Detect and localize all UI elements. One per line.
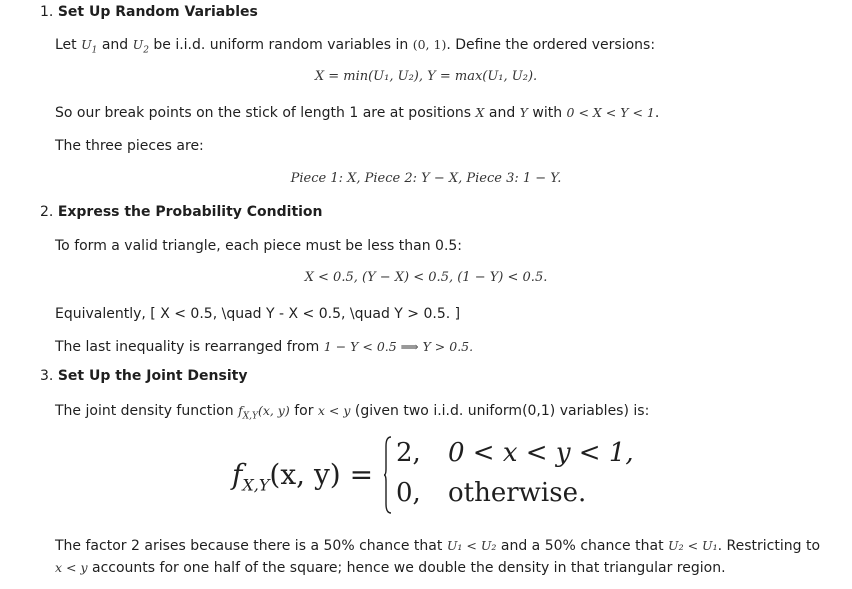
math-interval: (0, 1) xyxy=(412,37,447,52)
math-ineq: U₂ < U₁ xyxy=(668,538,718,553)
text: with xyxy=(532,105,563,121)
pieces-intro: The three pieces are: xyxy=(55,138,204,154)
math-x: X xyxy=(475,105,485,120)
math-ineq: 0 < X < Y < 1 xyxy=(566,105,655,120)
text: be i.i.d. uniform random variables in xyxy=(153,37,409,53)
math-density: $f_{X,Y}(x$, y) xyxy=(238,403,290,422)
text: and a 50% chance that xyxy=(500,538,664,554)
step-title: Set Up the Joint Density xyxy=(57,368,248,384)
step-title: Express the Probability Condition xyxy=(57,204,323,220)
step-number: 1. xyxy=(40,4,54,20)
step-number: 3. xyxy=(40,368,54,384)
formula-lhs: $f_{X,Y}(x$, y) = xyxy=(232,458,374,495)
left-brace xyxy=(384,436,392,514)
math-y: Y xyxy=(519,105,528,120)
math-u1: $U_1$ xyxy=(81,37,98,56)
text: for xyxy=(294,403,314,419)
text: The joint density function xyxy=(55,403,234,419)
text: accounts for one half of the square; hence we double the density in that triangular region. xyxy=(92,560,726,576)
text: (given two i.i.d. uniform(0,1) variables) is: xyxy=(354,403,650,419)
ordered-equation: X = min(U₁, U₂), Y = max(U₁, U₂). xyxy=(314,69,538,84)
condition-equation: X < 0.5, (Y − X) < 0.5, (1 − Y) < 0.5. xyxy=(304,270,548,285)
step-title: Set Up Random Variables xyxy=(57,4,258,20)
math-ineq: x < y xyxy=(55,560,88,575)
break-points-text xyxy=(55,103,659,123)
math-cond: x < y xyxy=(317,403,351,418)
rearranged-text xyxy=(55,337,473,357)
factor-explanation xyxy=(55,535,820,579)
step-2-heading xyxy=(40,204,323,220)
pieces-equation: Piece 1: X, Piece 2: Y − X, Piece 3: 1 − Y. xyxy=(290,171,562,186)
math-u2: $U_2$ xyxy=(132,37,149,56)
condition-intro: To form a valid triangle, each piece must be less than 0.5: xyxy=(55,238,463,254)
text: Let xyxy=(55,37,77,53)
math-rearranged: 1 − Y < 0.5 ⟹ Y > 0.5. xyxy=(323,339,474,354)
text: So our break points on the stick of length 1 are at positions xyxy=(55,105,472,121)
text: . Define the ordered versions: xyxy=(446,37,656,53)
step-1-intro xyxy=(55,35,655,61)
text: The last inequality is rearranged from xyxy=(55,339,320,355)
density-intro xyxy=(55,401,649,427)
text: . xyxy=(654,105,660,121)
text: The factor 2 arises because there is a 50% chance that xyxy=(55,538,443,554)
text: and xyxy=(488,105,516,121)
step-1-heading xyxy=(40,4,258,20)
text: and xyxy=(101,37,129,53)
equivalently-text: Equivalently, [ X < 0.5, \quad Y - X < 0.5, \quad Y > 0.5. ] xyxy=(55,306,461,322)
step-3-heading xyxy=(40,368,247,384)
text: . Restricting to xyxy=(717,538,821,554)
math-ineq: U₁ < U₂ xyxy=(446,538,497,553)
step-number: 2. xyxy=(40,204,54,220)
